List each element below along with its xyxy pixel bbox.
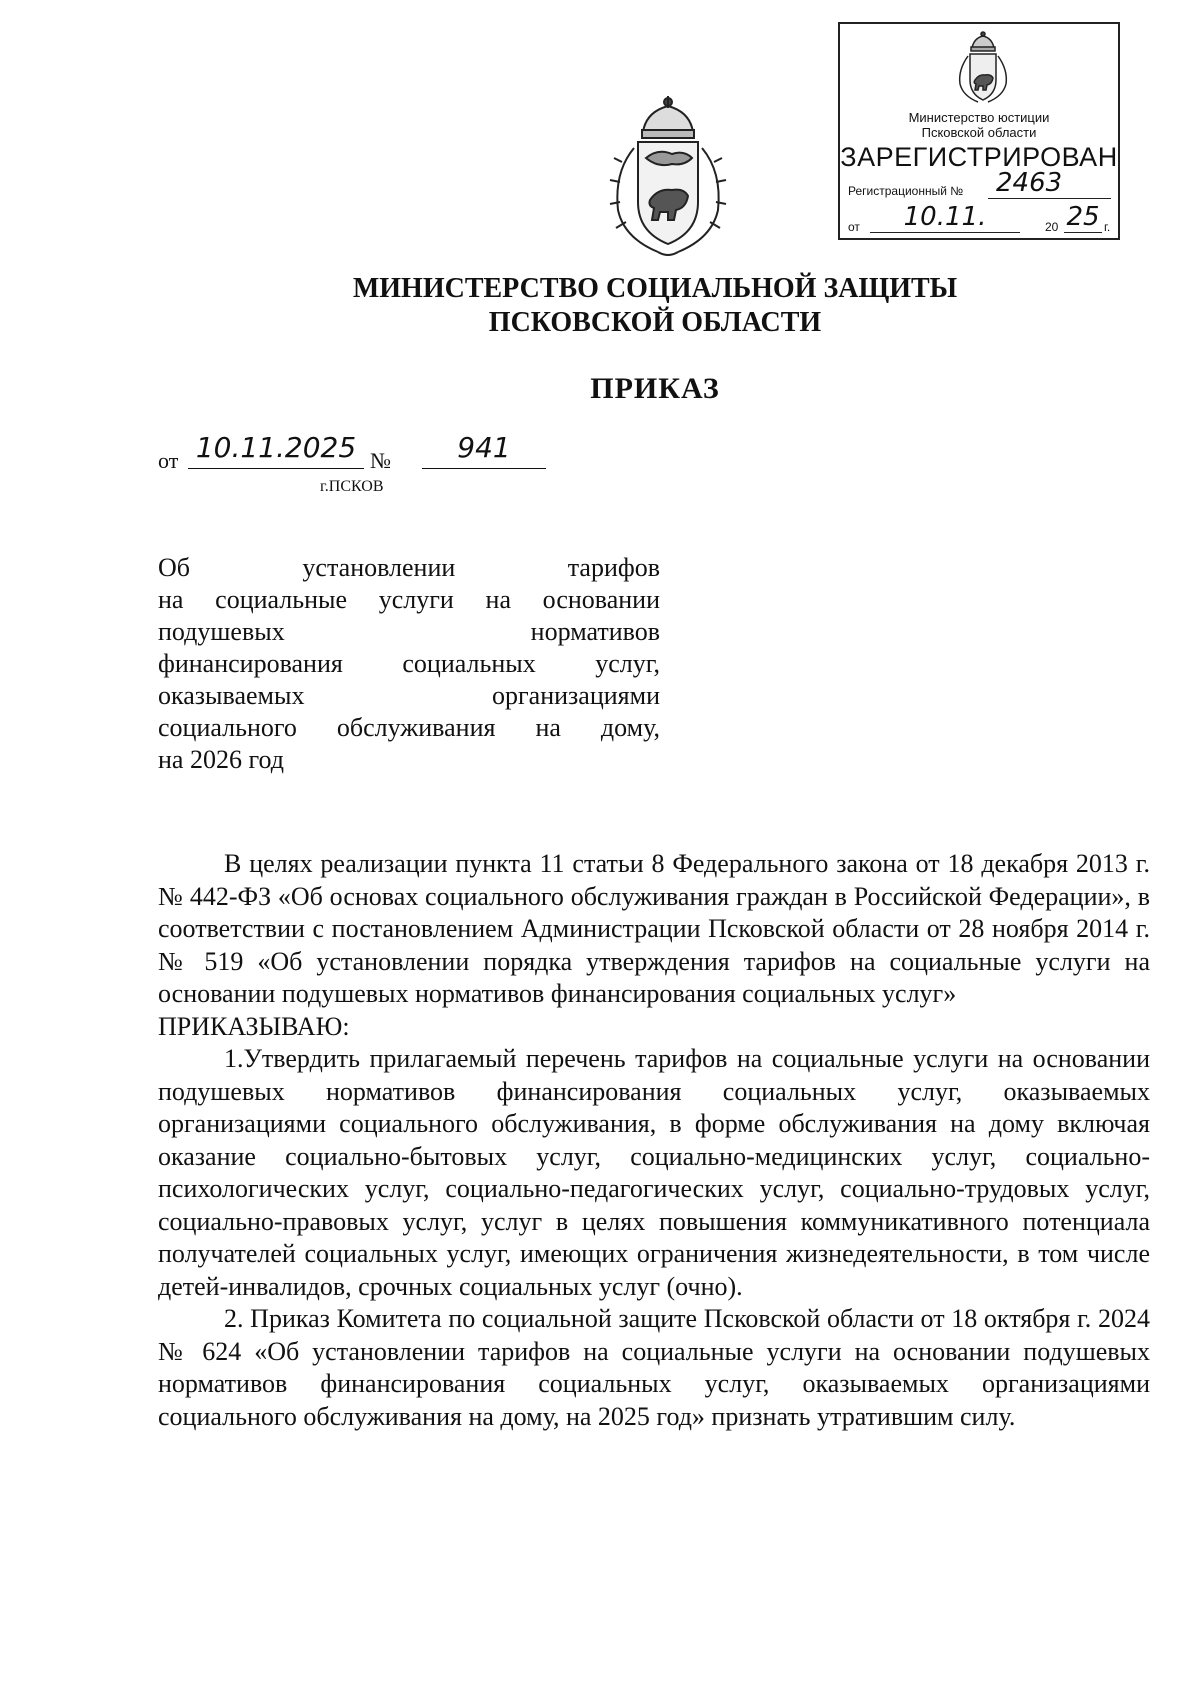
handwritten-number: 941 [422, 428, 546, 469]
stamp-year-value: 25 [1064, 202, 1102, 233]
city-label: г.ПСКОВ [320, 478, 384, 495]
ministry-heading [200, 272, 1110, 340]
subject-line: Об установлении тарифов [158, 553, 660, 582]
subject-line: финансирования социальных услуг, [158, 649, 660, 678]
stamp-year-prefix: 20 [1045, 220, 1059, 234]
stamp-date-label: от [848, 220, 860, 234]
subject-line: социального обслуживания на дому, [158, 713, 660, 742]
stamp-reg-number-label: Регистрационный № [848, 184, 964, 198]
subject-line: подушевых нормативов [158, 617, 660, 646]
stamp-authority-line2: Псковской области [921, 125, 1037, 140]
order-item-2: 2. Приказ Комитета по социальной защите Псковской области от 18 октября г. 2024 № 624 «Об установлении тарифов на социальные услуги на основании подушевых нормативов финансирования социальных услуг, оказываемых организациями социального обслуживания на дому, на 2025 год» признать утратившим силу. [158, 1304, 1150, 1431]
ministry-line1: МИНИСТЕРСТВО СОЦИАЛЬНОЙ ЗАЩИТЫ [352, 273, 958, 304]
order-body [158, 848, 1150, 1433]
stamp-authority-line1: Министерство юстиции [908, 110, 1050, 125]
handwritten-date: 10.11.2025 [188, 428, 364, 469]
subject-line: на социальные услуги на основании [158, 585, 660, 614]
subject-line: оказываемых организациями [158, 681, 660, 710]
order-subject [158, 552, 660, 776]
stamp-date-value: 10.11. [870, 202, 1020, 233]
stamp-reg-number-value: 2463 [988, 168, 1111, 199]
stamp-emblem-icon [948, 30, 1018, 106]
stamp-status: ЗАРЕГИСТРИРОВАН [840, 142, 1118, 172]
preamble-paragraph: В целях реализации пункта 11 статьи 8 Федерального закона от 18 декабря 2013 г. № 442-ФЗ «Об основах социального обслуживания граждан в Российской Федерации», в соответствии с постановлением Администрации Псковской области от 28 ноября 2014 г. № 519 «Об установлении порядка утверждения тарифов на социальные услуги на основании подушевых нормативов финансирования социальных услуг» [158, 849, 1150, 1008]
order-item-1: 1.Утвердить прилагаемый перечень тарифов на социальные услуги на основании подушевых нормативов финансирования социальных услуг, оказываемых организациями социального обслуживания, в форме обслуживания на дому включая оказание социально-бытовых услуг, социально-медицинских услуг, социально-психологических услуг, социально-педагогических услуг, социально-трудовых услуг, социально-правовых услуг, услуг в целях повышения коммуникативного потенциала получателей социальных услуг, имеющих ограничения жизнедеятельности, в том числе детей-инвалидов, срочных социальных услуг (очно). [158, 1044, 1150, 1301]
date-prefix: от [158, 448, 179, 473]
document-type-title: ПРИКАЗ [590, 372, 720, 405]
command-word: ПРИКАЗЫВАЮ: [158, 1011, 350, 1041]
ministry-line2: ПСКОВСКОЙ ОБЛАСТИ [488, 307, 822, 338]
number-prefix: № [370, 448, 391, 473]
registration-stamp [838, 22, 1120, 240]
subject-line: на 2026 год [158, 745, 284, 774]
stamp-year-suffix: г. [1104, 220, 1111, 234]
coat-of-arms-emblem [588, 92, 748, 262]
